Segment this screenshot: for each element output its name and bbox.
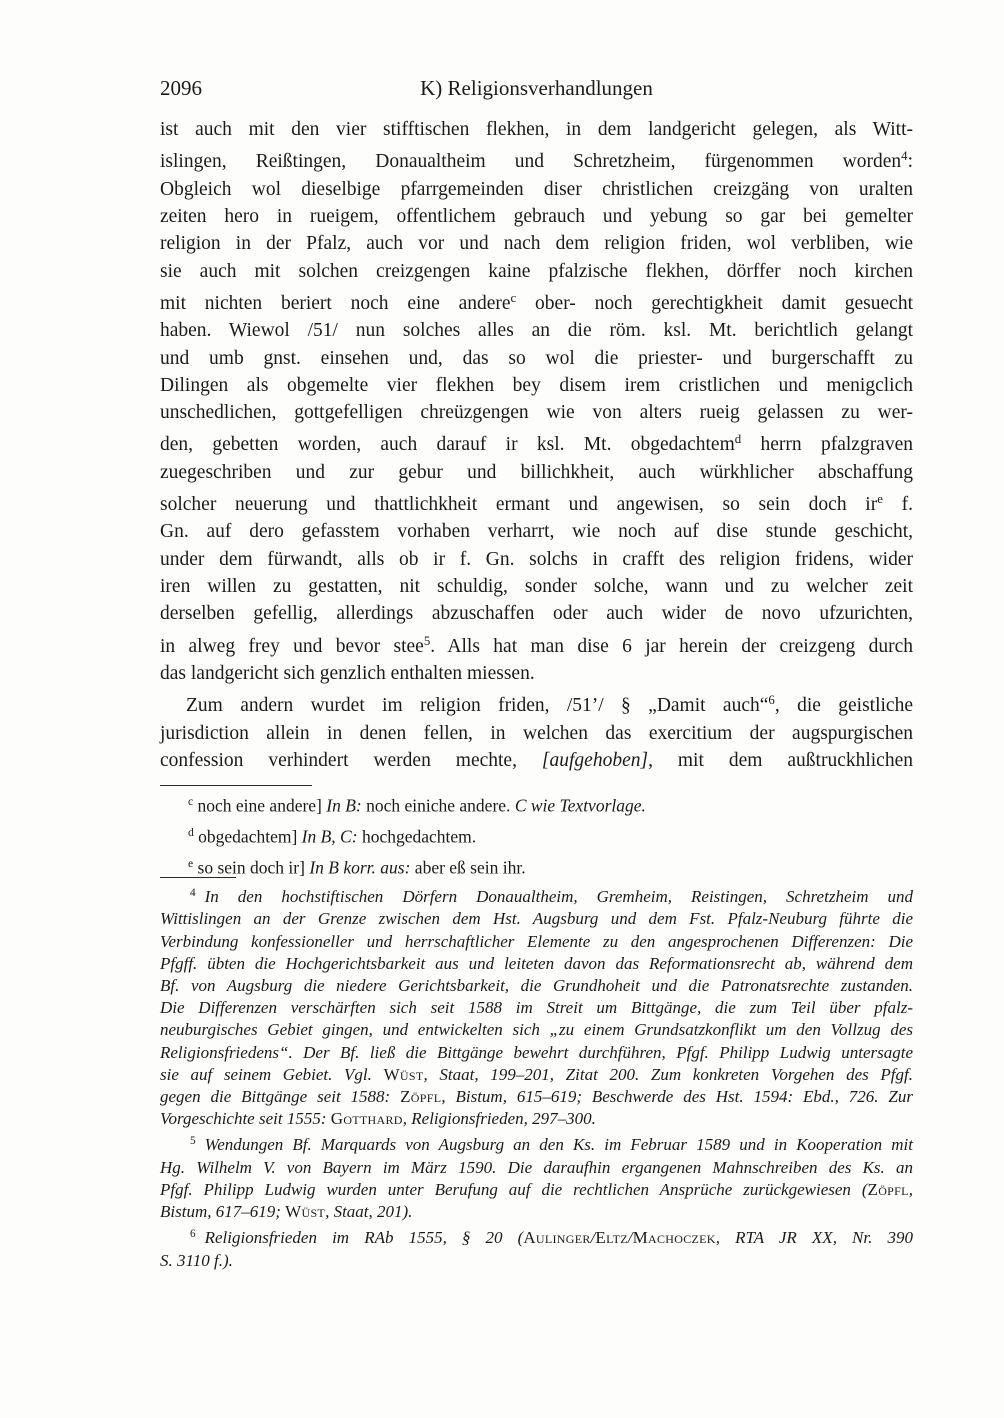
note-marker: e [877,492,883,507]
text-run: , Staat, 201). [325,1202,413,1222]
text-run: so sein doch ir] [193,857,310,878]
text-run: , Staat, 199–201, Zitat 200. Zum konkreten Vorgehen des Pfgf. [423,1064,913,1084]
text-line [160,285,913,317]
text-run: , RTA JR XX, Nr. 390 [715,1228,913,1248]
text-run: Gn. auf dero gefasstem vorhaben verharrt, wie noch auf dise stunde geschicht, [160,521,913,543]
text-run: solcher neuerung und thattlichkheit ermant und angewisen, so sein doch ir [160,494,878,516]
footnote-line [160,1042,913,1064]
page-number: 2096 [160,76,202,100]
text-line [160,660,913,687]
running-head-title: K) Religionsverhandlungen [420,76,653,100]
italic-text-run: C wie Textvorlage. [514,795,646,816]
footnote-line [160,1250,913,1272]
footnote-line [160,1108,913,1130]
text-run: ist auch mit den vier stifftischen flekhen, in dem landgericht gelegen, als Witt- [160,119,913,140]
footnote-line [160,997,913,1019]
italic-text-run: In B: [326,795,362,816]
smallcaps-name: Zöpfl [867,1179,909,1199]
note-marker: 5 [190,1135,196,1148]
smallcaps-name: Wüst [383,1064,424,1084]
smallcaps-name: Machoczek [632,1228,716,1248]
footnote-line [160,1223,913,1249]
text-run: Hg. Wilhelm V. von Bayern im März 1590. Die daraufhin ergangenen Mahnschreiben des Ks. an [160,1157,913,1177]
text-run: Religionsfriedens“. Der Bf. ließ die Bittgänge bewehrt durchführen, Pfgf. Philipp Ludwig untersagte [160,1042,913,1062]
text-line [160,317,913,344]
footnote-line [160,908,913,930]
text-run: das landgericht sich genzlich enthalten miessen. [160,663,535,685]
text-line [160,747,913,774]
text-run: Vorgeschichte seit 1555: [160,1109,331,1129]
critical-apparatus [160,789,913,882]
footnote-line [160,1179,913,1201]
apparatus-entry [160,789,913,820]
text-run: religion in der Pfalz, auch vor und nach dem religion friden, wol verbliben, wie [160,233,913,255]
text-line [160,426,913,458]
note-marker: 5 [423,633,431,648]
text-run: f. [882,494,913,516]
text-run: iren willen zu gestatten, nit schuldig, sonder solche, wann und zu welcher zeit [160,576,913,598]
footnote-line [160,1019,913,1041]
smallcaps-name: Eltz [595,1228,628,1248]
footnote-line [160,1130,913,1156]
text-run: , Bistum, 615–619; Beschwerde des Hst. 1594: Ebd., 726. Zur [441,1086,913,1106]
text-run: Pfgff. übten die Hochgerichtsbarkeit aus und leiteten davon das Reformationsrecht ab, während dem [160,953,913,973]
text-run: Bistum, 617–619; [160,1202,286,1222]
text-run: zeiten hero in rueigem, offentlichem gebrauch und yebung so gar bei gemelter [160,205,913,227]
text-line [160,687,913,719]
footnote-line [160,1157,913,1179]
text-run: Die Differenzen verschärften sich seit 1588 im Streit um Bittgänge, die zum Teil über pfalz- [160,998,913,1018]
italic-text-run: In B korr. aus: [309,857,411,878]
text-line [160,345,913,372]
text-run: Zum andern wurdet im religion friden, /51’/ § „Damit auch“ [186,695,769,717]
text-run: jurisdiction allein in denen fellen, in welchen das exercitium der augspurgischen [160,722,913,744]
text-run: Dilingen als obgemelte vier flekhen bey disem irem cristlichen und menigclich [160,374,913,396]
note-marker: 6 [190,1228,196,1241]
text-run: Obgleich wol dieselbige pfarrgemeinden diser christlichen creizgäng von uralten [160,178,913,200]
footnote-separator-rule [160,877,236,878]
apparatus-entry [160,851,913,882]
text-line [160,546,913,573]
note-marker: e [188,857,194,870]
footnote-line [160,975,913,997]
text-line [160,628,913,660]
note-marker: 6 [768,693,775,708]
text-run: in alweg frey und bevor stee [160,635,424,657]
text-line [160,230,913,257]
text-run: Wendungen Bf. Marquards von Augsburg an den Ks. im Februar 1589 und in Kooperation mit [204,1135,913,1155]
footnote-line [160,882,913,908]
text-run: , mit dem außtruckhlichen [648,750,913,771]
note-marker: 4 [190,887,196,899]
text-line [160,258,913,285]
text-run: obgedachtem] [193,826,302,847]
text-run: islingen, Reißtingen, Donaualtheim und Schretzheim, fürgenommen worden [160,151,902,173]
note-marker: d [734,432,742,447]
text-line [160,573,913,600]
text-run: gegen die Bittgänge seit 1588: [160,1086,401,1106]
smallcaps-name: Gotthard [330,1109,403,1129]
footnotes-block [160,882,913,1272]
text-run: Pfgf. Philipp Ludwig wurden unter Berufung auf die rechtlichen Ansprüche zurückgewiesen ( [160,1179,868,1199]
text-run: herrn pfalzgraven [741,434,913,456]
text-run: confession verhindert werden mechte, [160,750,542,771]
smallcaps-name: Wüst [285,1202,326,1222]
text-run: sie auch mit solchen creizgengen kaine pfalzische flekhen, dörffer noch kirchen [160,260,913,282]
text-line [160,143,913,175]
text-run: , die geistliche [774,695,913,717]
text-run: derselben gefellig, allerdings abzuschaffen oder auch wider de novo ufzurichten, [160,603,913,625]
text-run: den, gebetten worden, auch darauf ir ksl. Mt. obgedachtem [160,434,735,456]
text-line [160,116,913,143]
text-run: . Alls hat man dise 6 jar herein der creizgeng durch [430,635,913,657]
apparatus-entry [160,820,913,851]
text-line [160,399,913,426]
text-run: / [590,1228,596,1248]
italic-text-run: In B, C: [301,826,358,847]
text-run: unschedlichen, gottgefelligen chreüzgengen wie von alters rueig gelassen zu wer- [160,402,913,424]
text-run: und umb gnst. einsehen und, das so wol die priester- und burgerschafft zu [160,347,913,369]
text-line [160,518,913,545]
text-run: neuburgisches Gebiet gingen, und entwickelten sich „zu einem Grundsatzkonflikt um den Vollzug des [160,1020,913,1040]
text-run: Bf. von Augsburg die niedere Gerichtsbarkeit, die Grundhoheit und die Patronatsrechte zustanden. [160,975,913,995]
text-run: ober- noch gerechtigkheit damit gesuecht [516,292,914,314]
note-marker: d [188,826,194,839]
text-run: In den hochstiftischen Dörfern Donaualtheim, Gremheim, Reistingen, Schretzheim und [204,887,913,907]
italic-text-run: [aufgehoben] [541,750,649,771]
text-run: , Religionsfrieden, 297–300. [402,1109,596,1129]
text-run: noch eine andere] [193,795,327,816]
text-line [160,176,913,203]
text-run: under dem fürwandt, alls ob ir f. Gn. solchs in crafft des religion fridens, wider [160,548,913,570]
text-run: haben. Wiewol /51/ nun solches alles an die röm. ksl. Mt. berichtlich gelangt [160,320,913,342]
text-line [160,459,913,486]
text-run: S. 3110 f.). [160,1250,233,1270]
smallcaps-name: Zöpfl [400,1086,442,1106]
text-line [160,720,913,747]
footnote-line [160,953,913,975]
smallcaps-name: Aulinger [523,1228,591,1248]
text-line [160,486,913,518]
text-line [160,203,913,230]
body-text [160,116,913,774]
text-run: / [627,1228,633,1248]
text-run: mit nichten beriert noch eine andere [160,292,511,314]
note-marker: 4 [901,149,908,164]
text-run: noch einiche andere. [361,795,515,816]
footnote-line [160,931,913,953]
text-line [160,600,913,627]
running-head [160,76,913,106]
text-run: : [907,151,913,173]
text-run: hochgedachtem. [357,826,477,847]
note-marker: c [510,290,517,305]
footnote-line [160,1086,913,1108]
text-run: Verbindung konfessioneller und herrschaftlicher Elemente zu den angesprochenen Differenzen: Die [160,931,913,951]
text-line [160,372,913,399]
text-run: Religionsfrieden im RAb 1555, § 20 ( [204,1228,524,1248]
footnote-line [160,1064,913,1086]
text-run: zuegeschriben und zur gebur und billichkheit, auch würkhlicher abschaffung [160,461,913,483]
text-run: Wittislingen an der Grenze zwischen dem Hst. Augsburg und dem Fst. Pfalz-Neuburg führte die [160,909,913,929]
apparatus-separator-rule [160,785,312,786]
note-marker: c [188,796,194,808]
footnote-line [160,1201,913,1223]
text-run: aber eß sein ihr. [410,857,526,878]
text-run: , [908,1179,913,1199]
text-run: sie auf seinem Gebiet. Vgl. [160,1064,384,1084]
